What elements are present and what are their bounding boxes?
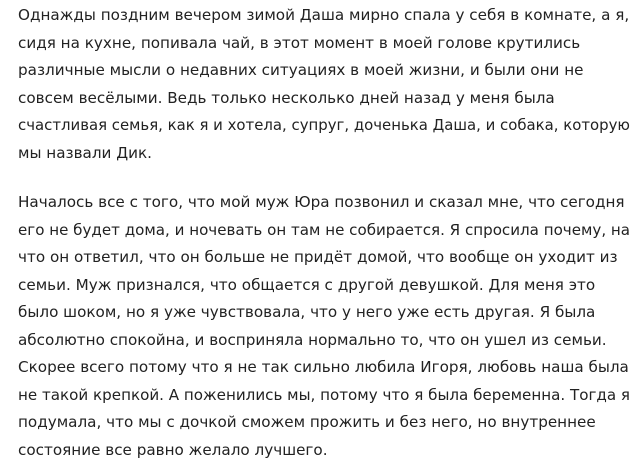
paragraph-line: различные мысли о недавних ситуациях в моей жизни, и были они не (18, 61, 584, 79)
paragraph-line: сидя на кухне, попивала чай, в этот момент в моей голове крутились (18, 33, 581, 52)
paragraph-line: Началось все с того, что мой муж Юра позвонил и сказал мне, что сегодня (18, 193, 625, 211)
paragraph-1 (18, 2, 634, 167)
paragraph-line: Однажды поздним вечером зимой Даша мирно спала у себя в комнате, а я, (18, 6, 630, 24)
paragraph-2 (18, 189, 634, 464)
paragraph-line: счастливая семья, как я и хотела, супруг, доченька Даша, и собака, которую (18, 116, 630, 134)
paragraph-line: абсолютно спокойна, и восприняла нормально то, что он ушел из семьи. (18, 330, 607, 349)
paragraph-line: совсем весёлыми. Ведь только несколько дней назад у меня была (18, 88, 555, 107)
paragraph-line: Скорее всего потому что я не так сильно любила Игоря, любовь наша была (18, 358, 629, 376)
paragraph-line: семьи. Муж признался, что общается с другой девушкой. Для меня это (18, 275, 596, 294)
paragraph-line: что он ответил, что он больше не придёт домой, что вообще он уходит из (18, 248, 618, 266)
paragraph-line: было шоком, но я уже чувствовала, что у него уже есть другая. Я была (18, 303, 596, 321)
paragraph-line: не такой крепкой. А поженились мы, потому что я была беременна. Тогда я (18, 385, 631, 404)
paragraph-line: состояние все равно желало лучшего. (18, 440, 328, 459)
paragraph-line: его не будет дома, и ночевать он там не собирается. Я спросила почему, на (18, 220, 631, 239)
paragraph-line: мы назвали Дик. (18, 143, 152, 162)
paragraph-line: подумала, что мы с дочкой сможем прожить и без него, но внутреннее (18, 413, 596, 431)
